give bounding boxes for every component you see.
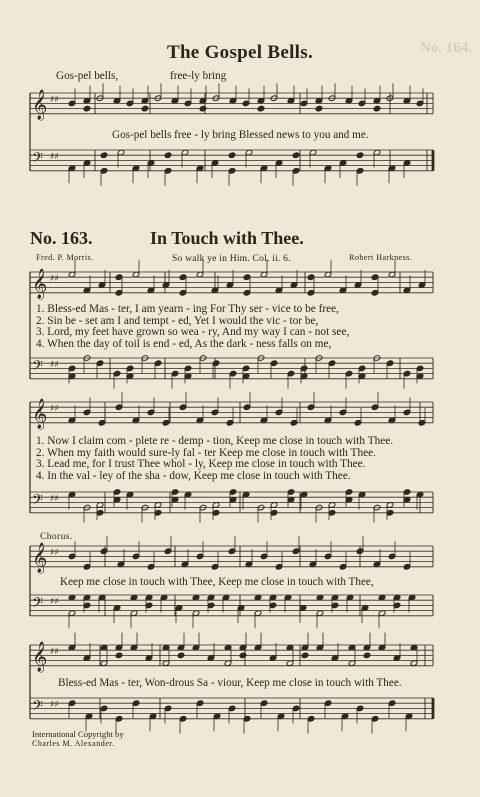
note-head: [301, 652, 309, 659]
sharp-icon: ♯♯: [50, 597, 59, 607]
sharp-icon: ♯♯: [50, 404, 59, 414]
treble-clef-icon: 𝄞: [32, 399, 48, 429]
sharp-icon: ♯♯: [50, 95, 59, 105]
note-head: [239, 652, 247, 659]
chorus-label: Chorus.: [40, 532, 73, 542]
sharp-icon: ♯♯: [50, 700, 59, 710]
song1-upper-lyric-2: free-ly bring: [170, 70, 227, 82]
sharp-icon: ♯♯: [50, 274, 59, 284]
note-head: [315, 105, 323, 112]
lyricist-credit: Fred. P. Morris.: [36, 253, 94, 262]
note-head: [177, 652, 185, 659]
song1-title: The Gospel Bells.: [166, 42, 314, 63]
song1-lower-lyrics: Gos-pel bells free - ly bring Blessed news to you and me.: [112, 129, 369, 141]
verse-line: 2. Sin be - set am I and tempt - ed, Yet I would the vic - tor be,: [36, 314, 319, 327]
note-head: [373, 105, 381, 112]
chorus-lyrics-1: Keep me close in touch with Thee, Keep me close in touch with Thee,: [60, 576, 374, 588]
sharp-icon: ♯♯: [50, 360, 59, 370]
bass-clef-icon: 𝄢: [32, 358, 43, 378]
copyright-line-1: International Copyright by: [32, 729, 124, 739]
bass-clef-icon: 𝄢: [32, 595, 43, 615]
note-head: [363, 652, 371, 659]
verse-line: 3. Lead me, for I trust Thee whol - ly, Keep me close in touch with Thee.: [36, 458, 366, 470]
hymn-number: No. 163.: [30, 228, 93, 248]
sharp-icon: ♯♯: [50, 548, 59, 558]
note-head: [356, 152, 364, 159]
verse-line: 1. Now I claim com - plete re - demp - tion, Keep me close in touch with Thee.: [36, 435, 394, 447]
scripture-reference: So walk ye in Him. Col. ii. 6.: [172, 253, 291, 264]
bleed-through-number: No. 164.: [419, 40, 472, 56]
bass-clef-icon: 𝄢: [32, 698, 43, 718]
note-head: [257, 105, 265, 112]
sharp-icon: ♯♯: [50, 647, 59, 657]
note-head: [141, 105, 149, 112]
note-head: [164, 152, 172, 159]
verse-line: 4. When the day of toil is end - ed, As the dark - ness falls on me,: [36, 337, 332, 350]
verse-line: 3. Lord, my feet have grown so wea - ry, And my way I can - not see,: [36, 326, 350, 338]
treble-clef-icon: 𝄞: [32, 642, 48, 672]
note-head: [100, 152, 108, 159]
sharp-icon: ♯♯: [50, 494, 59, 504]
sharp-icon: ♯♯: [50, 152, 59, 162]
treble-clef-icon: 𝄞: [32, 543, 48, 573]
bass-clef-icon: 𝄢: [32, 492, 43, 512]
note-head: [228, 152, 236, 159]
note-head: [292, 152, 300, 159]
copyright-line-2: Charles M. Alexander.: [32, 739, 115, 748]
verse-line: 4. In the val - ley of the sha - dow, Keep me close in touch with Thee.: [36, 469, 351, 482]
bass-clef-icon: 𝄢: [32, 150, 43, 170]
note-head: [115, 652, 123, 659]
note-head: [199, 105, 207, 112]
song1-upper-lyric-1: Gos-pel bells,: [56, 70, 119, 82]
verse-line: 1. Bless-ed Mas - ter, I am yearn - ing For Thy ser - vice to be free,: [36, 303, 340, 315]
treble-clef-icon: 𝄞: [32, 90, 48, 120]
composer-credit: Robert Harkness.: [349, 253, 413, 262]
verse-line: 2. When my faith would sure-ly fal - ter Keep me close in touch with Thee.: [36, 446, 376, 459]
treble-clef-icon: 𝄞: [32, 269, 48, 299]
note-head: [83, 105, 91, 112]
chorus-lyrics-2: Bless-ed Mas - ter, Won-drous Sa - viour, Keep me close in touch with Thee.: [58, 677, 402, 689]
song2-title: In Touch with Thee.: [150, 228, 304, 248]
